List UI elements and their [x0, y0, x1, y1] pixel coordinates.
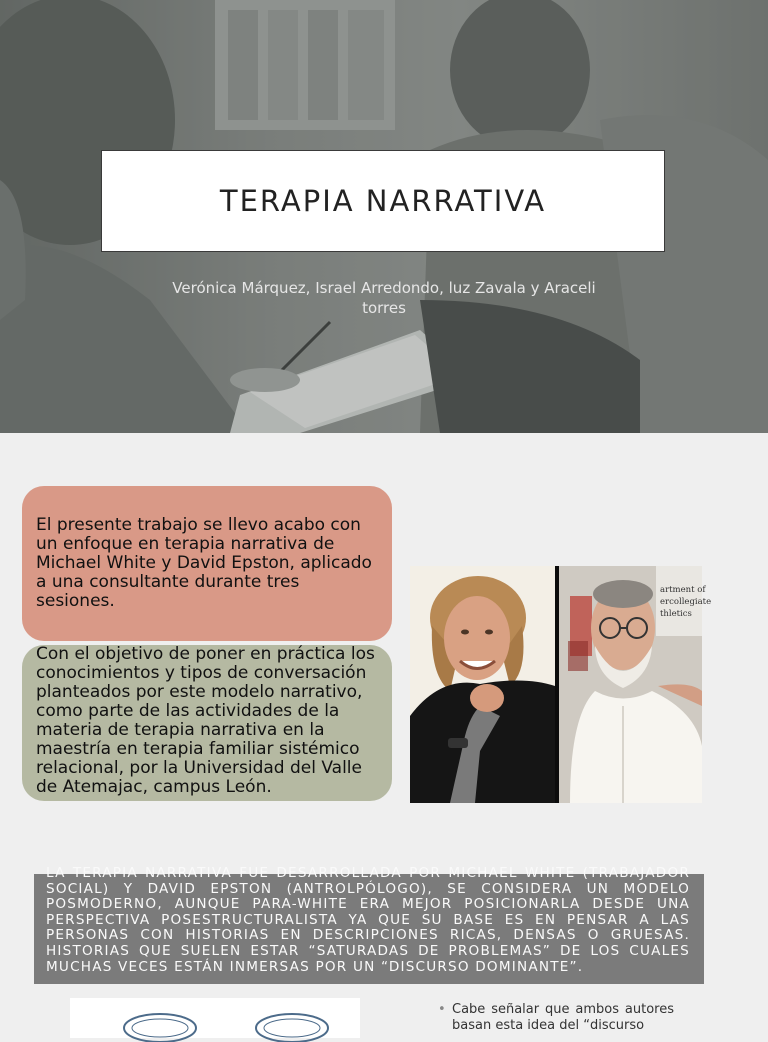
intro-text: El presente trabajo se llevo acabo con un enfoque en terapia narrativa de Michael White y David Epston, aplicado a una consultante durante tres sesiones. [36, 515, 372, 611]
logo-card [70, 998, 360, 1038]
bullet-list [438, 1002, 674, 1033]
definition-band [34, 865, 704, 984]
bullet-item: Cabe señalar que ambos autores basan esta idea del “discurso [452, 1002, 674, 1033]
objective-text: Con el objetivo de poner en práctica los conocimientos y tipos de conversación planteados por este modelo narrativo, como parte de las actividades de la materia de terapia narrativa en la maestría en terapia familiar sistémico relacional, por la Universidad del Valle de Atemajac, campus León. [36, 644, 375, 797]
objective-text-box [22, 645, 392, 801]
bullet-dot-icon: • [438, 1002, 446, 1017]
slide-title: TERAPIA NARRATIVA [219, 184, 547, 218]
slide-subtitle: Verónica Márquez, Israel Arredondo, luz Zavala y Araceli torres [172, 279, 596, 317]
logos-illustration [70, 998, 360, 1038]
photo-sign-line1: artment of [660, 585, 706, 595]
authors-photo-illustration [410, 566, 712, 803]
photo-sign-line2: ercollegiate [660, 597, 712, 607]
photo-sign-line3: thletics [660, 609, 692, 619]
authors-photo [410, 566, 712, 803]
title-box [101, 150, 665, 252]
title-slide [0, 0, 768, 433]
definition-text: LA TERAPIA NARRATIVA FUE DESARROLLADA POR MICHAEL WHITE (TRABAJADOR SOCIAL) Y DAVID EPSTON (ANTROLPÓLOGO), SE CONSIDERA UN MODELO POSMODERNO, AUNQUE PARA-WHITE ERA MEJOR POSICIONARLA DESDE UNA PERSPECTIVA POSESTRUCTURALISTA YA QUE SU BASE ES EN PENSAR A LAS PERSONAS CON HISTORIAS EN DESCRIPCIONES RICAS, DENSAS O GRUESAS. HISTORIAS QUE SUELEN ESTAR “SATURADAS DE PROBLEMAS” DE LOS CUALES MUCHAS VECES ESTÁN INMERSAS POR UN “DISCURSO DOMINANTE”. [46, 865, 690, 975]
intro-text-box [22, 486, 392, 641]
